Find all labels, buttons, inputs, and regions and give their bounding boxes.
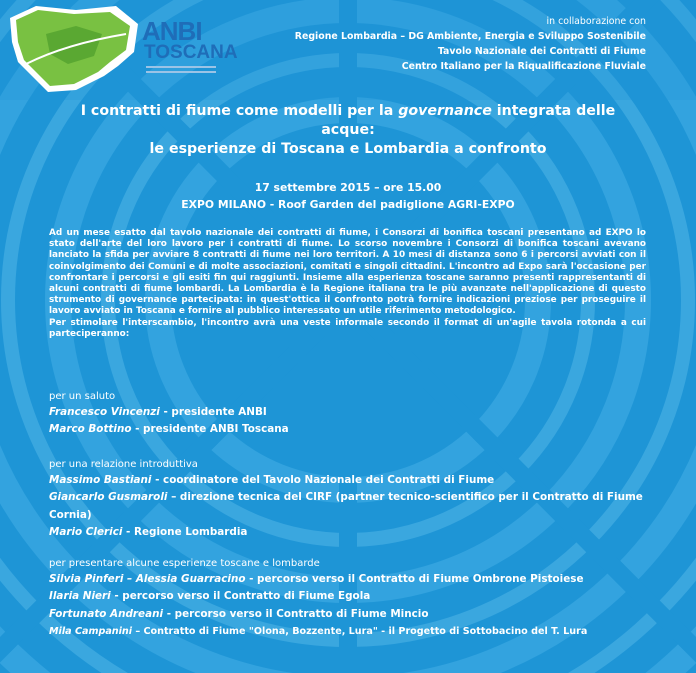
- speaker-name: Marco Bottino: [49, 423, 132, 436]
- speaker-name: Mila Campanini: [49, 626, 133, 638]
- speaker-row: [49, 571, 669, 588]
- title-line1-post: integrata delle acque:: [321, 103, 616, 138]
- speaker-row: [49, 524, 669, 541]
- collaboration-org: Centro Italiano per la Riqualificazione Fluviale: [401, 61, 646, 72]
- speaker-row: [49, 489, 649, 524]
- speaker-row: [49, 606, 669, 623]
- speaker-row: [49, 623, 669, 640]
- logo-region-text: TOSCANA: [144, 42, 238, 63]
- speaker-name: Fortunato Andreani: [49, 607, 164, 620]
- section-heading: per presentare alcune esperienze toscane e lombarde: [49, 558, 320, 569]
- speaker-name: Mario Clerici: [49, 526, 123, 539]
- speaker-row: [49, 588, 669, 605]
- speaker-role: – direzione tecnica del CIRF (partner tecnico-scientifico per il Contratto di Fiume Cornia): [49, 491, 643, 521]
- collaboration-org: Regione Lombardia – DG Ambiente, Energia e Sviluppo Sostenibile: [294, 31, 646, 42]
- speaker-row: [49, 421, 669, 438]
- anbi-toscana-logo: [6, 4, 238, 96]
- event-title: [60, 102, 636, 159]
- section-greeting: [49, 389, 669, 439]
- speaker-role: - presidente ANBI Toscana: [131, 423, 289, 436]
- speaker-row: [49, 472, 669, 489]
- title-line1-em: governance: [398, 103, 492, 119]
- speaker-role: - percorso verso il Contratto di Fiume Mincio: [163, 607, 429, 620]
- section-experiences: [49, 556, 669, 641]
- section-introduction: [49, 457, 669, 542]
- speaker-name: Francesco Vincenzi: [49, 406, 160, 418]
- speaker-role: - presidente ANBI: [159, 406, 267, 418]
- event-date: 17 settembre 2015 – ore 15.00: [254, 181, 442, 194]
- collaboration-intro: in collaborazione con: [546, 16, 646, 27]
- logo-tagline: [146, 66, 216, 80]
- title-line1-pre: I contratti di fiume come modelli per la: [80, 103, 399, 119]
- collaboration-org: Tavolo Nazionale dei Contratti di Fiume: [437, 46, 646, 57]
- speaker-role: - Regione Lombardia: [122, 526, 248, 539]
- speaker-name: Massimo Bastiani: [49, 474, 152, 486]
- speaker-role: - coordinatore del Tavolo Nazionale dei Contratti di Fiume: [151, 474, 495, 486]
- collaboration-block: [295, 14, 646, 74]
- speaker-name: Ilaria Nieri: [49, 590, 111, 603]
- speaker-role: – Contratto di Fiume "Olona, Bozzente, Lura" - il Progetto di Sottobacino del T. Lura: [132, 626, 588, 638]
- speaker-role: - percorso verso il Contratto di Fiume Ombrone Pistoiese: [245, 573, 584, 585]
- description-paragraph: Per stimolare l'interscambio, l'incontro avrà una veste informale secondo il format di un'agile tavola rotonda a cui parteciperanno:: [49, 317, 646, 339]
- speaker-role: - percorso verso il Contratto di Fiume Egola: [110, 590, 371, 603]
- speaker-name: Giancarlo Gusmaroli: [49, 491, 168, 504]
- speaker-name: Silvia Pinferi – Alessia Guarracino: [49, 573, 246, 585]
- section-heading: per una relazione introduttiva: [49, 459, 198, 470]
- logo-brand-text: ANBI: [142, 16, 202, 46]
- description-paragraph: Ad un mese esatto dal tavolo nazionale dei contratti di fiume, i Consorzi di bonifica toscani presentano ad EXPO lo stato dell'arte del loro lavoro per i contratti di fiume. Lo scorso novembre i Consorzi di bonifica toscani avevano lanciato la sfida per avviare 8 contratti di fiume nei loro territori. A 10 mesi di distanza sono 6 i percorsi avviati con il coinvolgimento dei Comuni e di molte associazioni, comitati e singoli cittadini. L'incontro ad Expo sarà l'occasione per confrontare i percorsi e gli esiti fin qui raggiunti. Insieme alla esperienza toscane saranno presenti rappresentanti di alcuni contratti di fiume lombardi. La Lombardia è la Regione italiana tra le più avanzate nell'applicazione di questo strumento di governance partecipata: in quest'ottica il confronto potrà fornire indicazioni preziose per proseguire il lavoro avviato in Toscana e fornire al pubblico interessato un utile riferimento metodologico.: [49, 228, 646, 317]
- title-line2: le esperienze di Toscana e Lombardia a confronto: [149, 141, 547, 157]
- event-description: [49, 228, 646, 340]
- event-venue: EXPO MILANO - Roof Garden del padiglione AGRI-EXPO: [181, 198, 515, 211]
- speaker-row: [49, 404, 669, 421]
- section-heading: per un saluto: [49, 391, 116, 402]
